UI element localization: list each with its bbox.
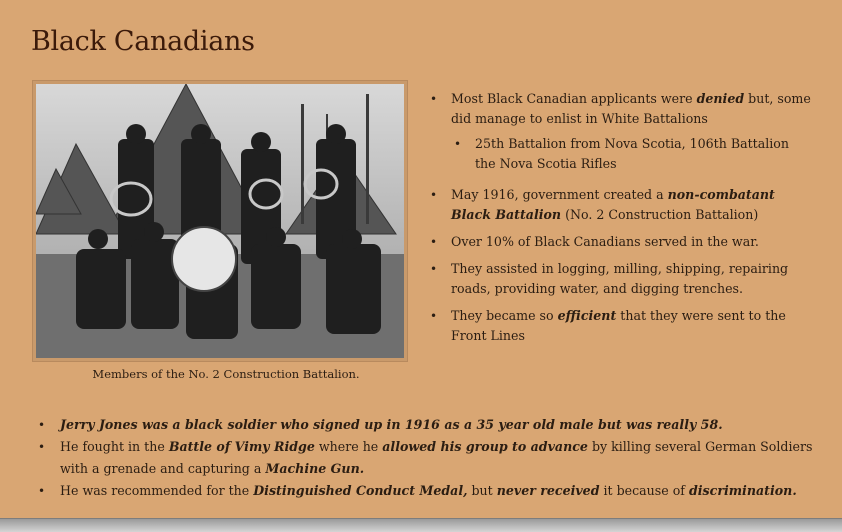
list-item: • Over 10% of Black Canadians served in the war.: [428, 232, 812, 252]
bullet-icon: •: [430, 235, 438, 249]
bullet-icon: •: [430, 188, 438, 202]
list-item: • Most Black Canadian applicants were denied but, some did manage to enlist in White Battalions: [430, 91, 811, 126]
photo-caption: Members of the No. 2 Construction Battalion.: [92, 367, 360, 381]
bullet-icon: •: [38, 418, 46, 432]
bullet-icon: •: [430, 309, 438, 323]
slide-title: Black Canadians: [31, 26, 255, 57]
bullet-icon: •: [454, 137, 462, 151]
battalion-photo-image: [36, 84, 404, 358]
bullet-icon: •: [38, 484, 46, 498]
battalion-photo: [32, 80, 408, 362]
list-item: • He was recommended for the Distinguished Conduct Medal, but never received it because of discrimination.: [38, 480, 828, 502]
window-bottom-scrollbar[interactable]: [0, 518, 842, 532]
list-item: • May 1916, government created a non-combatant Black Battalion (No. 2 Construction Battalion): [430, 187, 775, 222]
bullet-icon: •: [38, 440, 46, 454]
list-item: • 25th Battalion from Nova Scotia, 106th Battalion the Nova Scotia Rifles: [454, 136, 790, 171]
bullet-icon: •: [430, 262, 438, 276]
bottom-bullet-list: [38, 414, 828, 502]
list-item: • They became so efficient that they were sent to the Front Lines: [430, 308, 786, 343]
bullet-icon: •: [430, 92, 438, 106]
list-item: • He fought in the Battle of Vimy Ridge where he allowed his group to advance by killing several German Soldiers with a grenade and capturing a Machine Gun.: [38, 436, 828, 480]
list-item: • Jerry Jones was a black soldier who signed up in 1916 as a 35 year old male but was really 58.: [38, 414, 828, 436]
list-item: • They assisted in logging, milling, shipping, repairing roads, providing water, and digging trenches.: [430, 261, 789, 296]
right-bullet-list: [428, 89, 812, 353]
